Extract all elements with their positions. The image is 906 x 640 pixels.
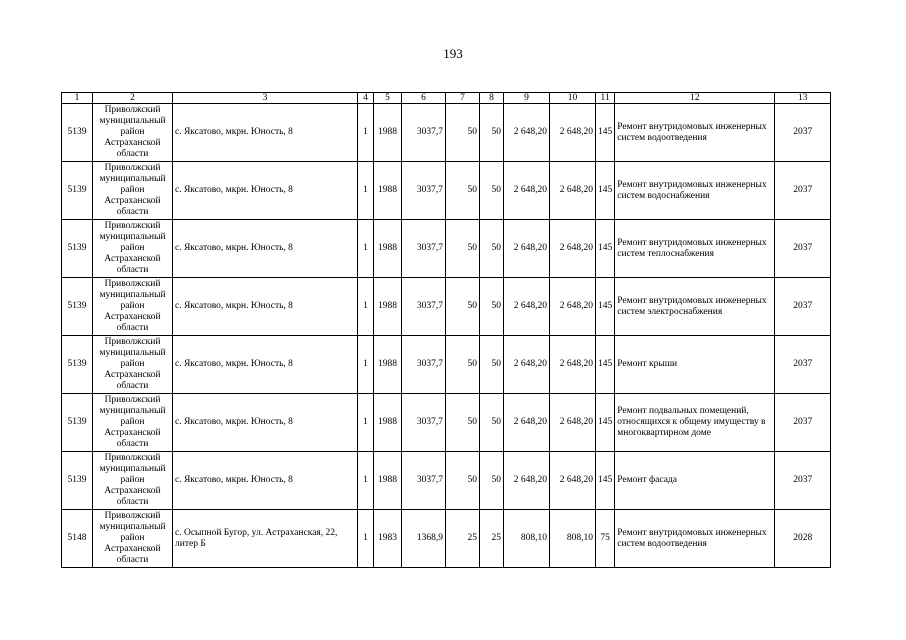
col11-cell: 145 xyxy=(596,452,615,510)
col10-cell: 2 648,20 xyxy=(550,104,596,162)
col5-cell: 1988 xyxy=(374,104,402,162)
col9-cell: 808,10 xyxy=(504,510,550,568)
address-cell: с. Яксатово, мкрн. Юность, 8 xyxy=(173,278,358,336)
col11-cell: 75 xyxy=(596,510,615,568)
col8-cell: 50 xyxy=(480,394,504,452)
col7-cell: 50 xyxy=(446,278,480,336)
col7-cell: 50 xyxy=(446,162,480,220)
header-cell: 9 xyxy=(504,93,550,104)
address-cell: с. Яксатово, мкрн. Юность, 8 xyxy=(173,394,358,452)
district-cell: Приволжский муниципальный район Астраханской области xyxy=(93,220,173,278)
col8-cell: 50 xyxy=(480,162,504,220)
col4-cell: 1 xyxy=(358,220,374,278)
col9-cell: 2 648,20 xyxy=(504,104,550,162)
col8-cell: 25 xyxy=(480,510,504,568)
row-id-cell: 5139 xyxy=(62,336,93,394)
table-row xyxy=(62,510,831,568)
col6-cell: 3037,7 xyxy=(402,394,446,452)
district-cell: Приволжский муниципальный район Астраханской области xyxy=(93,510,173,568)
col4-cell: 1 xyxy=(358,162,374,220)
col5-cell: 1988 xyxy=(374,336,402,394)
district-cell: Приволжский муниципальный район Астраханской области xyxy=(93,104,173,162)
row-id-cell: 5148 xyxy=(62,510,93,568)
col10-cell: 2 648,20 xyxy=(550,278,596,336)
header-cell: 2 xyxy=(93,93,173,104)
work-type-cell: Ремонт внутридомовых инженерных систем электроснабжения xyxy=(615,278,775,336)
page-number: 193 xyxy=(443,46,463,61)
table-row xyxy=(62,162,831,220)
district-cell: Приволжский муниципальный район Астраханской области xyxy=(93,394,173,452)
year-cell: 2037 xyxy=(775,220,831,278)
header-cell: 1 xyxy=(62,93,93,104)
year-cell: 2028 xyxy=(775,510,831,568)
header-cell: 10 xyxy=(550,93,596,104)
col9-cell: 2 648,20 xyxy=(504,162,550,220)
col6-cell: 3037,7 xyxy=(402,336,446,394)
col9-cell: 2 648,20 xyxy=(504,336,550,394)
work-type-cell: Ремонт внутридомовых инженерных систем водоотведения xyxy=(615,510,775,568)
year-cell: 2037 xyxy=(775,278,831,336)
col5-cell: 1983 xyxy=(374,510,402,568)
header-cell: 3 xyxy=(173,93,358,104)
row-id-cell: 5139 xyxy=(62,220,93,278)
col6-cell: 3037,7 xyxy=(402,104,446,162)
work-type-cell: Ремонт внутридомовых инженерных систем теплоснабжения xyxy=(615,220,775,278)
col5-cell: 1988 xyxy=(374,220,402,278)
col7-cell: 50 xyxy=(446,104,480,162)
header-cell: 11 xyxy=(596,93,615,104)
header-cell: 8 xyxy=(480,93,504,104)
address-cell: с. Яксатово, мкрн. Юность, 8 xyxy=(173,452,358,510)
header-cell: 12 xyxy=(615,93,775,104)
work-type-cell: Ремонт внутридомовых инженерных систем водоотведения xyxy=(615,104,775,162)
col10-cell: 2 648,20 xyxy=(550,336,596,394)
col5-cell: 1988 xyxy=(374,278,402,336)
col4-cell: 1 xyxy=(358,104,374,162)
year-cell: 2037 xyxy=(775,104,831,162)
col8-cell: 50 xyxy=(480,452,504,510)
address-cell: с. Яксатово, мкрн. Юность, 8 xyxy=(173,162,358,220)
col10-cell: 2 648,20 xyxy=(550,162,596,220)
col5-cell: 1988 xyxy=(374,394,402,452)
header-cell: 13 xyxy=(775,93,831,104)
col9-cell: 2 648,20 xyxy=(504,394,550,452)
col6-cell: 3037,7 xyxy=(402,162,446,220)
year-cell: 2037 xyxy=(775,394,831,452)
col6-cell: 3037,7 xyxy=(402,220,446,278)
district-cell: Приволжский муниципальный район Астраханской области xyxy=(93,162,173,220)
col11-cell: 145 xyxy=(596,336,615,394)
col6-cell: 1368,9 xyxy=(402,510,446,568)
row-id-cell: 5139 xyxy=(62,278,93,336)
year-cell: 2037 xyxy=(775,162,831,220)
address-cell: с. Яксатово, мкрн. Юность, 8 xyxy=(173,220,358,278)
col11-cell: 145 xyxy=(596,104,615,162)
work-type-cell: Ремонт внутридомовых инженерных систем водоснабжения xyxy=(615,162,775,220)
col6-cell: 3037,7 xyxy=(402,278,446,336)
col7-cell: 50 xyxy=(446,452,480,510)
work-type-cell: Ремонт фасада xyxy=(615,452,775,510)
col10-cell: 2 648,20 xyxy=(550,452,596,510)
work-type-cell: Ремонт крыши xyxy=(615,336,775,394)
header-cell: 6 xyxy=(402,93,446,104)
district-cell: Приволжский муниципальный район Астраханской области xyxy=(93,278,173,336)
col9-cell: 2 648,20 xyxy=(504,278,550,336)
row-id-cell: 5139 xyxy=(62,104,93,162)
col10-cell: 808,10 xyxy=(550,510,596,568)
col4-cell: 1 xyxy=(358,452,374,510)
col8-cell: 50 xyxy=(480,336,504,394)
col11-cell: 145 xyxy=(596,162,615,220)
col10-cell: 2 648,20 xyxy=(550,394,596,452)
col7-cell: 50 xyxy=(446,336,480,394)
district-cell: Приволжский муниципальный район Астраханской области xyxy=(93,336,173,394)
col8-cell: 50 xyxy=(480,278,504,336)
col4-cell: 1 xyxy=(358,510,374,568)
district-cell: Приволжский муниципальный район Астраханской области xyxy=(93,452,173,510)
col7-cell: 50 xyxy=(446,394,480,452)
capital-repair-table xyxy=(61,92,831,568)
header-cell: 5 xyxy=(374,93,402,104)
table-row xyxy=(62,104,831,162)
row-id-cell: 5139 xyxy=(62,162,93,220)
col11-cell: 145 xyxy=(596,394,615,452)
table-row xyxy=(62,452,831,510)
col9-cell: 2 648,20 xyxy=(504,452,550,510)
col8-cell: 50 xyxy=(480,104,504,162)
table-row xyxy=(62,220,831,278)
address-cell: с. Осыпной Бугор, ул. Астраханская, 22, литер Б xyxy=(173,510,358,568)
col5-cell: 1988 xyxy=(374,452,402,510)
col4-cell: 1 xyxy=(358,336,374,394)
col11-cell: 145 xyxy=(596,220,615,278)
year-cell: 2037 xyxy=(775,336,831,394)
col4-cell: 1 xyxy=(358,394,374,452)
col9-cell: 2 648,20 xyxy=(504,220,550,278)
col11-cell: 145 xyxy=(596,278,615,336)
year-cell: 2037 xyxy=(775,452,831,510)
col4-cell: 1 xyxy=(358,278,374,336)
row-id-cell: 5139 xyxy=(62,452,93,510)
address-cell: с. Яксатово, мкрн. Юность, 8 xyxy=(173,104,358,162)
row-id-cell: 5139 xyxy=(62,394,93,452)
col5-cell: 1988 xyxy=(374,162,402,220)
header-cell: 7 xyxy=(446,93,480,104)
col10-cell: 2 648,20 xyxy=(550,220,596,278)
col7-cell: 25 xyxy=(446,510,480,568)
table-row xyxy=(62,278,831,336)
table-row xyxy=(62,336,831,394)
col6-cell: 3037,7 xyxy=(402,452,446,510)
table-row xyxy=(62,394,831,452)
col7-cell: 50 xyxy=(446,220,480,278)
col8-cell: 50 xyxy=(480,220,504,278)
work-type-cell: Ремонт подвальных помещений, относящихся к общему имуществу в многоквартирном доме xyxy=(615,394,775,452)
header-cell: 4 xyxy=(358,93,374,104)
table-header-row xyxy=(62,93,831,104)
address-cell: с. Яксатово, мкрн. Юность, 8 xyxy=(173,336,358,394)
